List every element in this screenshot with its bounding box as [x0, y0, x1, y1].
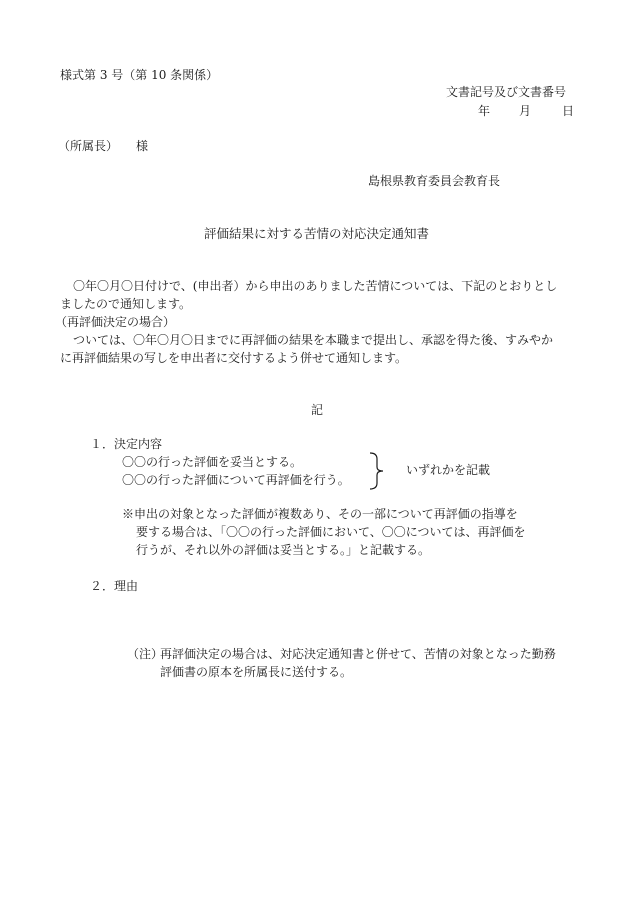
- body-paragraph-1-line-2: ましたので通知します。: [60, 297, 192, 311]
- ki-heading: 記: [311, 403, 324, 417]
- footnote-line-1: 再評価決定の場合は、対応決定通知書と併せて、苦情の対象となった勤務: [160, 647, 556, 661]
- body-paragraph-2-line-1: ついては、〇年〇月〇日までに再評価の結果を本職まで提出し、承認を得た後、すみやか: [73, 333, 554, 347]
- item-2-heading: ２．理由: [90, 579, 139, 593]
- addressee-label: （所属長）: [58, 139, 119, 153]
- brace-note: いずれかを記載: [406, 463, 491, 477]
- date-day: 日: [562, 104, 575, 118]
- decision-option-2: 〇〇の行った評価について再評価を行う。: [122, 473, 350, 487]
- document-title: 評価結果に対する苦情の対応決定通知書: [204, 226, 430, 241]
- item-1-note-line-3: 行うが、それ以外の評価は妥当とする。」と記載する。: [136, 543, 431, 557]
- date-year: 年: [478, 104, 491, 118]
- addressee-honorific: 様: [136, 139, 149, 153]
- reevaluation-heading: （再評価決定の場合）: [55, 315, 176, 329]
- body-paragraph-1-line-1: 〇年〇月〇日付けで、(申出者）から申出のありました苦情については、下記のとおりとし: [73, 279, 558, 293]
- item-1-note-line-2: 要する場合は、「〇〇の行った評価において、〇〇については、再評価を: [136, 525, 526, 539]
- date-month: 月: [519, 104, 532, 118]
- item-1-note-line-1: ※申出の対象となった評価が複数あり、その一部について再評価の指導を: [122, 507, 518, 521]
- body-paragraph-2-line-2: に再評価結果の写しを申出者に交付するよう併せて通知します。: [60, 351, 408, 365]
- decision-option-1: 〇〇の行った評価を妥当とする。: [122, 455, 303, 469]
- form-number: 様式第 3 号（第 10 条関係）: [60, 68, 219, 82]
- footnote-label: （注）: [127, 647, 164, 661]
- document-number-label: 文書記号及び文書番号: [446, 85, 567, 99]
- sender-name: 島根県教育委員会教育長: [368, 174, 501, 188]
- footnote-line-2: 評価書の原本を所属長に送付する。: [160, 665, 353, 679]
- right-brace-icon: [366, 452, 388, 490]
- item-1-heading: １．決定内容: [90, 437, 163, 451]
